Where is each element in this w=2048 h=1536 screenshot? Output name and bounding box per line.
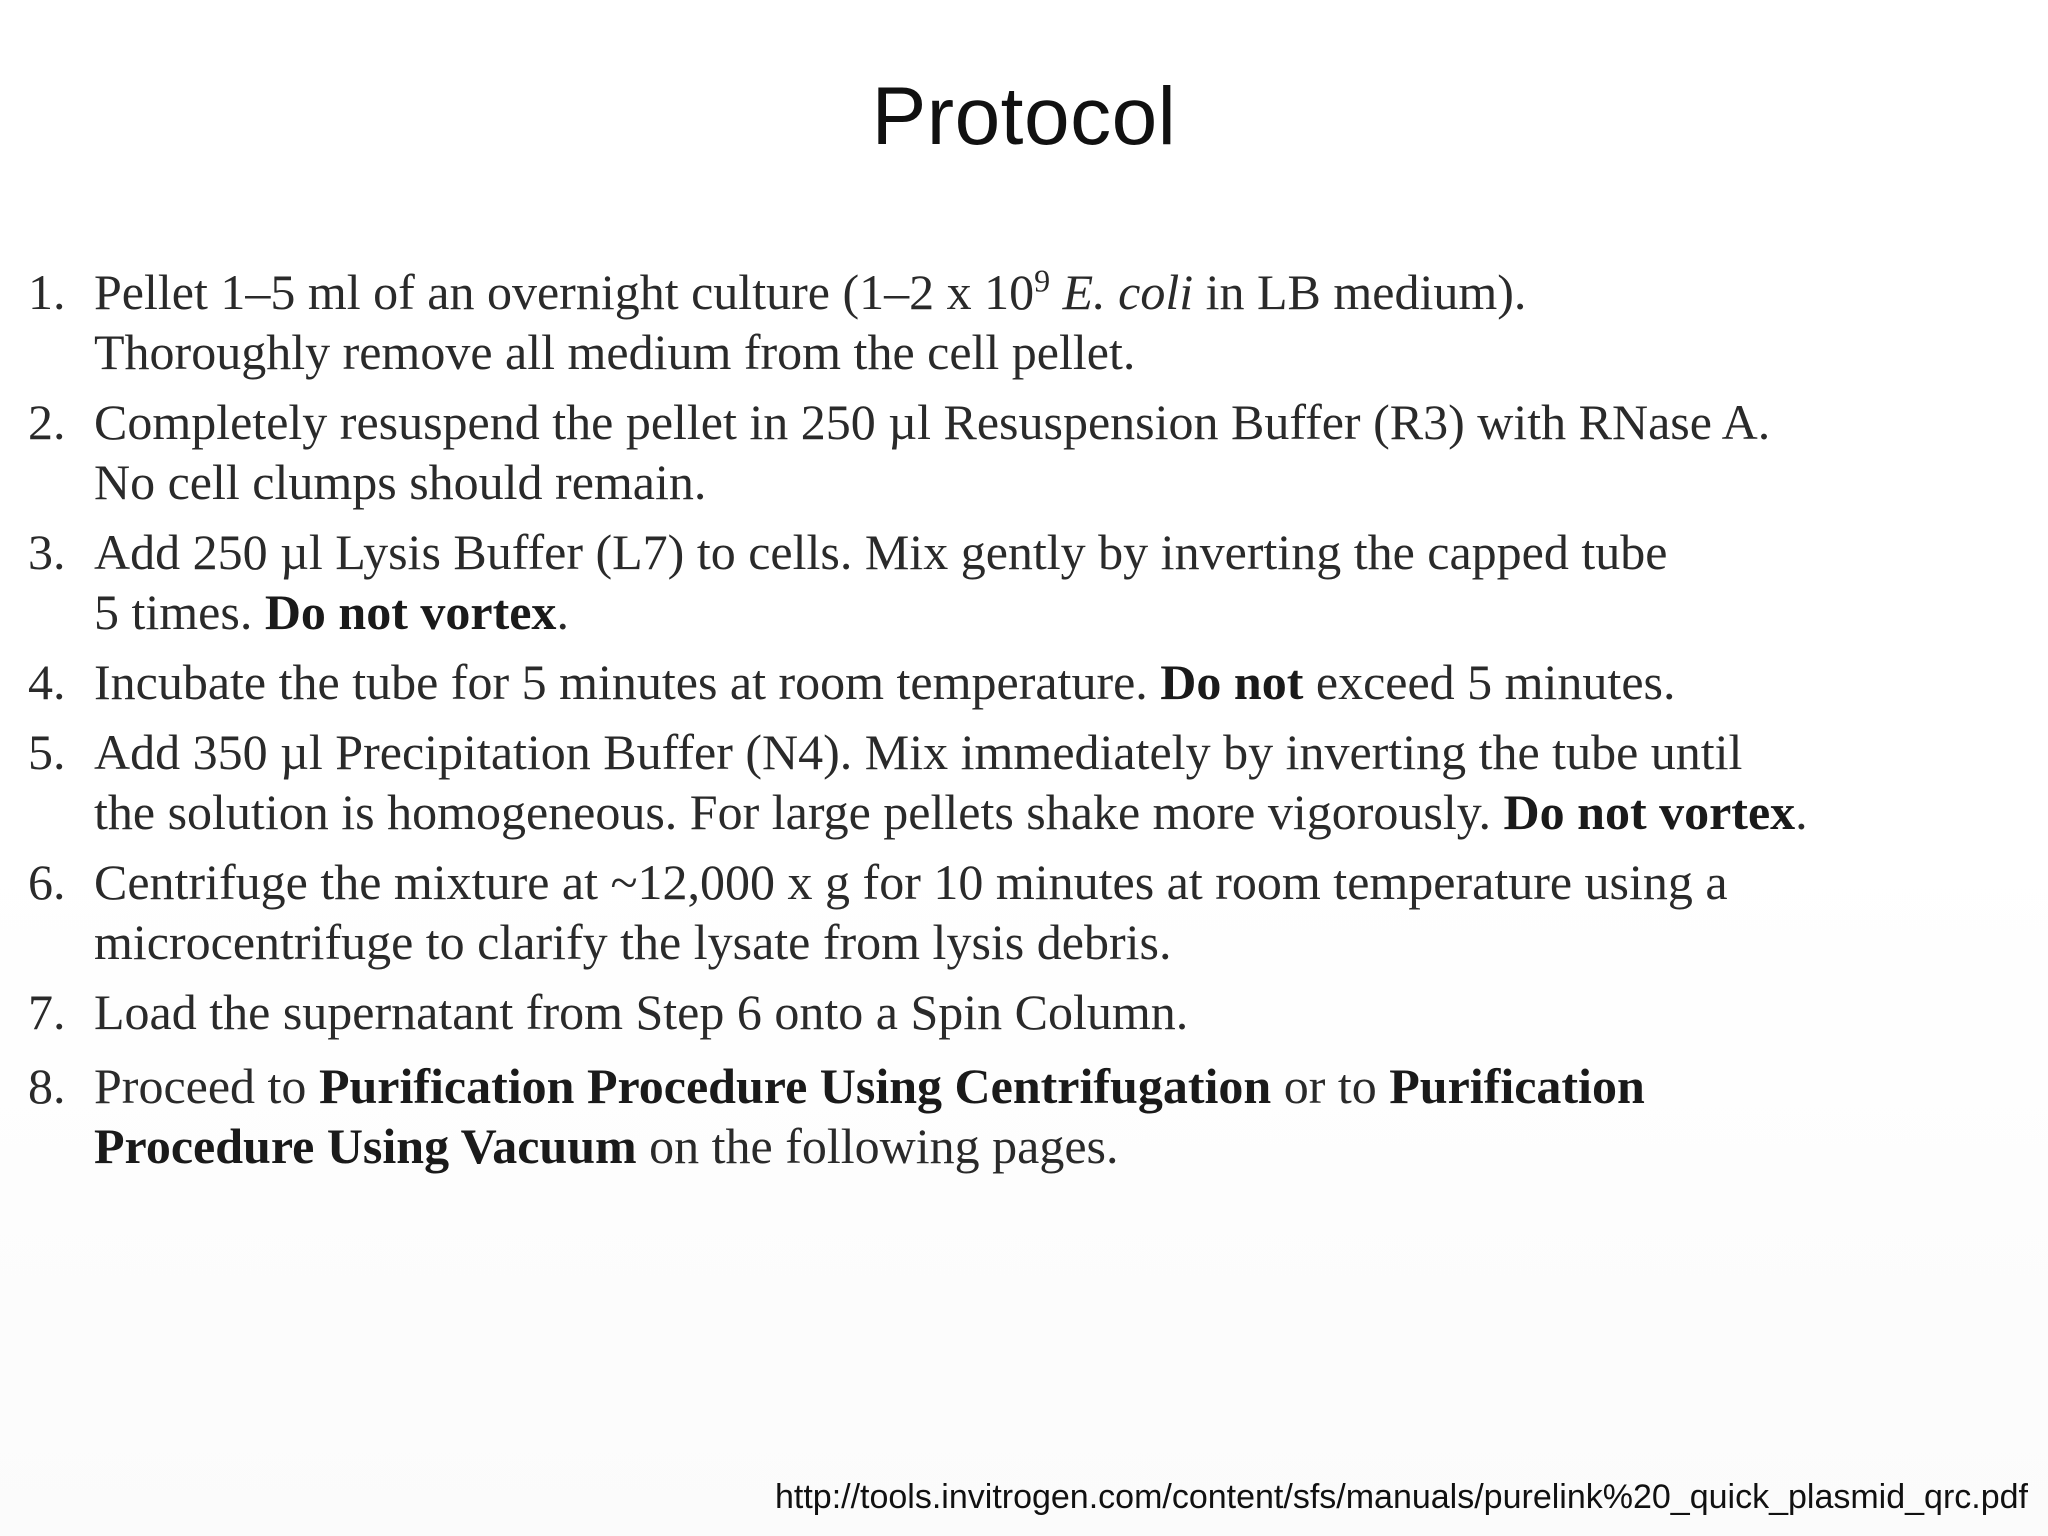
step-line	[94, 582, 2038, 642]
protocol-step-6	[28, 852, 2038, 972]
step-line: microcentrifuge to clarify the lysate from lysis debris.	[94, 914, 1172, 970]
step-text: Incubate the tube for 5 minutes at room temperature.	[94, 654, 1148, 710]
step-number: 4.	[28, 654, 66, 710]
protocol-step-2	[28, 392, 2038, 512]
warning-text: Do not	[1160, 654, 1304, 710]
step-line: Add 250 µl Lysis Buffer (L7) to cells. Mix gently by inverting the capped tube	[94, 524, 1668, 580]
step-line: Load the supernatant from Step 6 onto a Spin Column.	[94, 984, 1189, 1040]
step-number: 3.	[28, 524, 66, 580]
warning-text: Do not vortex	[264, 584, 557, 640]
procedure-name: Purification Procedure Using Centrifugation	[318, 1058, 1272, 1114]
step-line	[94, 1116, 2038, 1176]
step-line: Thoroughly remove all medium from the cell pellet.	[94, 324, 1136, 380]
protocol-step-8	[28, 1056, 2038, 1176]
step-text: exceed 5 minutes.	[1315, 654, 1676, 710]
protocol-step-7	[28, 982, 2038, 1042]
step-text: .	[1795, 784, 1808, 840]
step-number: 1.	[28, 264, 66, 320]
organism-name: E. coli	[1062, 264, 1194, 320]
step-line	[94, 652, 2038, 712]
step-text: in LB medium).	[1205, 264, 1527, 320]
step-number: 7.	[28, 984, 66, 1040]
step-line: Completely resuspend the pellet in 250 µl Resuspension Buffer (R3) with RNase A.	[94, 394, 1771, 450]
step-line	[94, 1056, 2038, 1116]
step-text: Proceed to	[94, 1058, 307, 1114]
step-line: Add 350 µl Precipitation Buffer (N4). Mix immediately by inverting the tube until	[94, 724, 1743, 780]
procedure-name: Purification	[1389, 1058, 1645, 1114]
step-line	[94, 262, 2038, 322]
exponent: 9	[1034, 262, 1051, 299]
step-text: .	[556, 584, 569, 640]
protocol-step-4	[28, 652, 2038, 712]
slide-title: Protocol	[871, 71, 1177, 162]
step-text: or to	[1283, 1058, 1377, 1114]
step-text: Pellet 1–5 ml of an overnight culture (1–2 x 10	[94, 264, 1035, 320]
warning-text: Do not vortex	[1503, 784, 1796, 840]
procedure-name: Procedure Using Vacuum	[94, 1118, 637, 1174]
step-line	[94, 782, 2038, 842]
step-text: on the following pages.	[649, 1118, 1119, 1174]
protocol-step-5	[28, 722, 2038, 842]
protocol-steps	[28, 262, 2038, 1186]
step-number: 8.	[28, 1058, 66, 1114]
protocol-step-1	[28, 262, 2038, 382]
step-number: 2.	[28, 394, 66, 450]
step-number: 5.	[28, 724, 66, 780]
step-text: the solution is homogeneous. For large pellets shake more vigorously.	[94, 784, 1492, 840]
step-line: No cell clumps should remain.	[94, 454, 707, 510]
step-text: 5 times.	[94, 584, 253, 640]
step-line: Centrifuge the mixture at ~12,000 x g for 10 minutes at room temperature using a	[94, 854, 1728, 910]
source-url: http://tools.invitrogen.com/content/sfs/manuals/purelink%20_quick_plasmid_qrc.pdf	[774, 1478, 2028, 1516]
protocol-step-3	[28, 522, 2038, 642]
step-number: 6.	[28, 854, 66, 910]
